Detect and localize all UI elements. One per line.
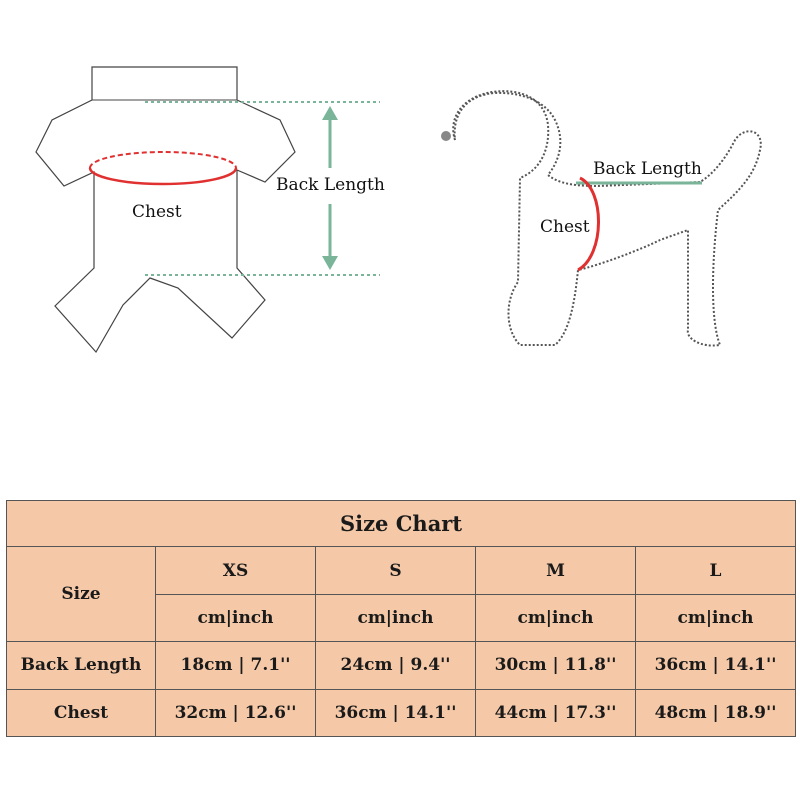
back-length-m-cell: 30cm | 11.8'' [476, 642, 636, 689]
title-row [7, 501, 796, 547]
chest-row [7, 689, 796, 736]
size-s-cell: S [316, 547, 476, 594]
chest-m-cell: 44cm | 17.3'' [476, 689, 636, 736]
chest-s-cell: 36cm | 14.1'' [316, 689, 476, 736]
chest-xs-cell: 32cm | 12.6'' [156, 689, 316, 736]
back-length-l-cell: 36cm | 14.1'' [636, 642, 796, 689]
size-xs-cell: XS [156, 547, 316, 594]
chest-row-label: Chest [7, 689, 156, 736]
size-m-cell: M [476, 547, 636, 594]
unit-m-cell: cm|inch [476, 594, 636, 641]
unit-xs-cell: cm|inch [156, 594, 316, 641]
size-row [7, 547, 796, 594]
dog-nose [441, 131, 451, 141]
dog-outline [453, 91, 761, 345]
dog-chest-label: Chest [540, 217, 590, 237]
size-header-cell: Size [7, 547, 156, 642]
garment-diagram [36, 67, 385, 352]
dog-diagram [441, 91, 761, 345]
size-chart-table [6, 500, 796, 737]
unit-s-cell: cm|inch [316, 594, 476, 641]
back-length-xs-cell: 18cm | 7.1'' [156, 642, 316, 689]
back-length-row-label: Back Length [7, 642, 156, 689]
back-length-s-cell: 24cm | 9.4'' [316, 642, 476, 689]
garment-chest-label: Chest [132, 202, 182, 222]
size-chart-title: Size Chart [7, 501, 796, 547]
unit-l-cell: cm|inch [636, 594, 796, 641]
chest-l-cell: 48cm | 18.9'' [636, 689, 796, 736]
dog-back-length-label: Back Length [593, 159, 702, 179]
garment-back-length-label: Back Length [276, 175, 385, 195]
back-length-row [7, 642, 796, 689]
size-l-cell: L [636, 547, 796, 594]
